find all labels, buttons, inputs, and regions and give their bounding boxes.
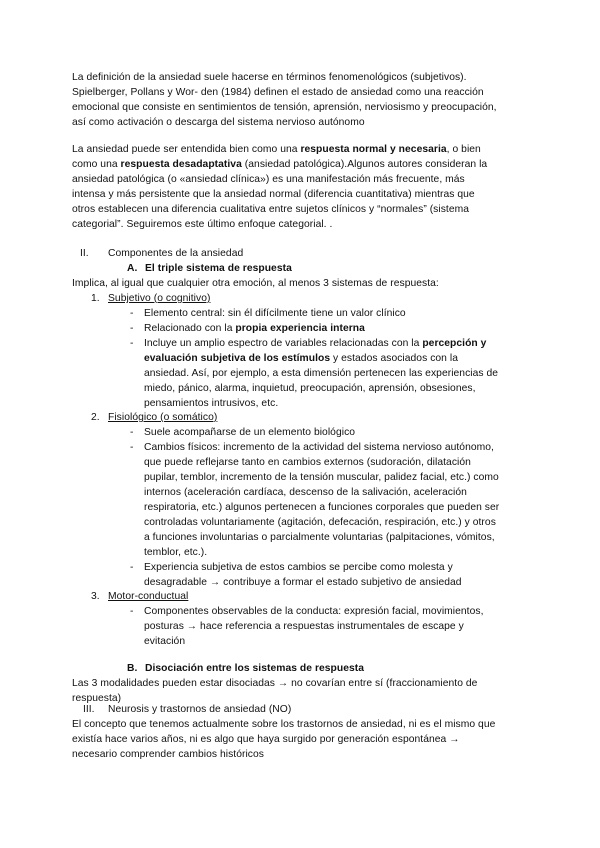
bold-term: percepción y [422, 338, 487, 349]
bullet-text: ansiedad. Así, por ejemplo, a esta dimensión pertenecen las experiencias de [144, 368, 499, 379]
bullet-text: posturas → hace referencia a respuestas instrumentales de escape y [144, 621, 464, 632]
list-number: 1. [91, 293, 100, 304]
bullet-text: pensamientos intrusivos, etc. [144, 398, 279, 409]
bullet-text: miedo, pánico, alarma, inquietud, preocupación, aprensión, obsesiones, [144, 383, 476, 394]
list-item-title: Subjetivo (o cognitivo) [108, 293, 211, 304]
bold-term: propia experiencia interna [235, 323, 365, 334]
bullet-text: respiratoria, etc.) algunos pertenecen a funciones corporales que pueden ser [144, 502, 500, 513]
list-number: 2. [91, 412, 100, 423]
bullet-dash: - [130, 308, 134, 319]
bullet-text: evitación [144, 636, 186, 647]
bullet-dash: - [130, 323, 134, 334]
subsection-text: respuesta) [72, 693, 122, 704]
bullet-text: pupilar, temblor, incremento de la tensión muscular, palidez facial, etc.) como [144, 472, 499, 483]
list-number: 3. [91, 591, 100, 602]
bullet-text: controladas voluntariamente (agitación, defecación, respiración, etc.) y otros [144, 517, 496, 528]
text-line: intensa y más persistente que la ansiedad normal (diferencia cuantitativa) mientras que [72, 189, 475, 200]
bullet-dash: - [130, 606, 134, 617]
text-run: (ansiedad patológica).Algunos autores consideran la [241, 159, 488, 170]
section-text: existía hace varios años, ni es algo que haya surgido por generación espontánea → [72, 734, 460, 745]
bullet-text: desagradable → contribuye a formar el estado subjetivo de ansiedad [144, 577, 462, 588]
text-line: categorial”. Seguiremos este último enfoque categorial. . [72, 219, 333, 230]
text-line [72, 158, 487, 172]
text-line: así como activación o descarga del sistema nervioso autónomo [72, 117, 365, 128]
bold-term: respuesta desadaptativa [120, 159, 242, 170]
section-numeral: II. [80, 248, 89, 259]
bullet-text: Experiencia subjetiva de estos cambios se percibe como molesta y [144, 562, 453, 573]
section-numeral: III. [83, 704, 95, 715]
bullet-dash: - [130, 562, 134, 573]
bullet-text: temblor, etc.). [144, 547, 208, 558]
subsection-letter: B. [127, 663, 138, 674]
subsection-intro: Implica, al igual que cualquier otra emoción, al menos 3 sistemas de respuesta: [72, 278, 439, 289]
bullet-text [144, 337, 486, 351]
text-run: como una [72, 159, 121, 170]
section-title: Neurosis y trastornos de ansiedad (NO) [108, 704, 292, 715]
subsection-title: Disociación entre los sistemas de respuesta [145, 663, 365, 674]
subsection-text: Las 3 modalidades pueden estar disociadas → no covarían entre sí (fraccionamiento de [72, 678, 478, 689]
bullet-dash: - [130, 338, 134, 349]
bullet-text: a funciones involuntarias o parcialmente voluntarias (palpitaciones, vómitos, [144, 532, 495, 543]
text-line: La definición de la ansiedad suele hacerse en términos fenomenológicos (subjetivos). [72, 72, 467, 83]
text-line: ansiedad patológica (o «ansiedad clínica») es una manifestación más frecuente, más [72, 174, 465, 185]
bullet-text: Cambios físicos: incremento de la actividad del sistema nervioso autónomo, [144, 442, 494, 453]
text-line [72, 143, 481, 157]
text-run: , o bien [446, 144, 481, 155]
section-text: necesario comprender cambios históricos [72, 749, 264, 760]
text-run: Relacionado con la [144, 323, 236, 334]
subsection-title: El triple sistema de respuesta [145, 263, 292, 274]
bullet-text: internos (aceleración cardíaca, descenso de la salivación, aceleración [144, 487, 467, 498]
bullet-text: Elemento central: sin él difícilmente tiene un valor clínico [144, 308, 406, 319]
bold-term: evaluación subjetiva de los estímulos [144, 353, 331, 364]
bold-term: respuesta normal y necesaria [300, 144, 447, 155]
bullet-text: Suele acompañarse de un elemento biológico [144, 427, 356, 438]
bullet-text [144, 322, 365, 336]
text-run: Incluye un amplio espectro de variables relacionadas con la [144, 338, 423, 349]
bullet-dash: - [130, 442, 134, 453]
bullet-text: Componentes observables de la conducta: expresión facial, movimientos, [144, 606, 484, 617]
text-run: La ansiedad puede ser entendida bien como una [72, 144, 301, 155]
list-item-title: Motor-conductual [108, 591, 189, 602]
text-line: otros establecen una diferencia cualitativa entre sujetos clínicos y “normales” (sistema [72, 204, 470, 215]
text-line: emocional que consiste en sentimientos de tensión, aprensión, nerviosismo y preocupación, [72, 102, 497, 113]
bullet-text [144, 352, 458, 366]
bullet-dash: - [130, 427, 134, 438]
text-run: y estados asociados con la [330, 353, 458, 364]
subsection-letter: A. [127, 263, 138, 274]
bullet-text: que puede reflejarse tanto en cambios externos (sudoración, dilatación [144, 457, 471, 468]
list-item-title: Fisiológico (o somático) [108, 412, 218, 423]
text-line: Spielberger, Pollans y Wor- den (1984) definen el estado de ansiedad como una reacción [72, 87, 484, 98]
section-title: Componentes de la ansiedad [108, 248, 244, 259]
section-text: El concepto que tenemos actualmente sobre los trastornos de ansiedad, ni es el mismo que [72, 719, 496, 730]
